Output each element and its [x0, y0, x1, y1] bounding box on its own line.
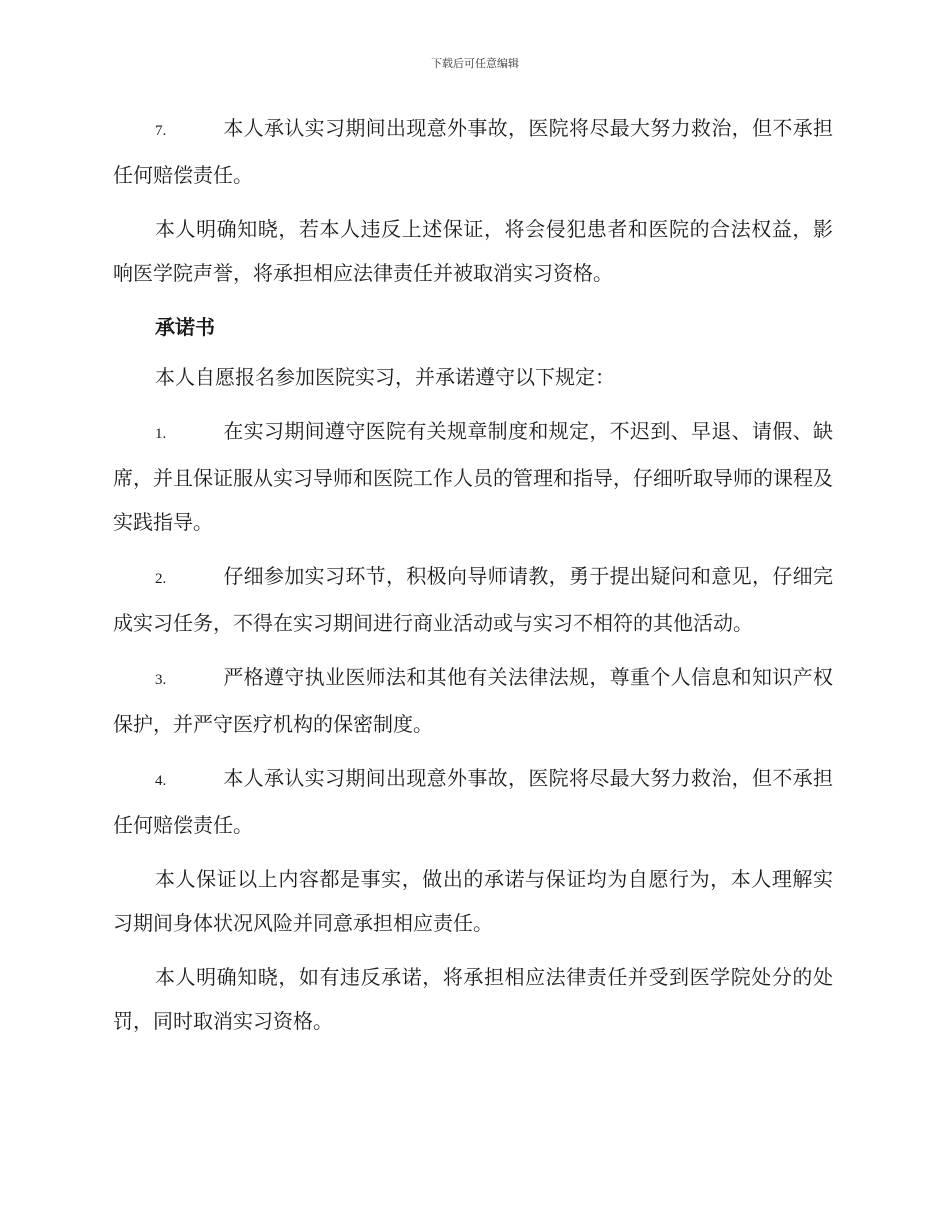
header-note: 下载后可任意编辑	[431, 57, 519, 70]
section-heading: 承诺书	[155, 315, 215, 339]
list-text: 本人承认实习期间出现意外事故，医院将尽最大努力救治，但不承担任何赔偿责任。	[113, 116, 833, 187]
list-number: 7.	[155, 123, 167, 139]
list-text: 本人承认实习期间出现意外事故，医院将尽最大努力救治，但不承担任何赔偿责任。	[113, 766, 833, 837]
paragraph-intro: 本人自愿报名参加医院实习，并承诺遵守以下规定：	[155, 365, 615, 389]
list-item	[113, 409, 833, 544]
list-item	[113, 106, 833, 197]
list-number: 4.	[155, 773, 167, 789]
paragraph-violation-notice: 本人明确知晓，若本人违反上述保证，将会侵犯患者和医院的合法权益，影响医学院声誉，将承担相应法律责任并被取消实习资格。	[113, 217, 833, 285]
paragraph-closing: 本人明确知晓，如有违反承诺，将承担相应法律责任并受到医学院处分的处罚，同时取消实习资格。	[113, 965, 833, 1033]
list-item	[113, 756, 833, 847]
list-item	[113, 554, 833, 645]
list-text: 仔细参加实习环节，积极向导师请教，勇于提出疑问和意见，仔细完成实习任务，不得在实习期间进行商业活动或与实习不相符的其他活动。	[113, 564, 833, 635]
list-number: 3.	[155, 672, 167, 688]
list-item	[113, 655, 833, 746]
list-number: 1.	[155, 426, 167, 442]
list-text: 在实习期间遵守医院有关规章制度和规定，不迟到、早退、请假、缺席，并且保证服从实习导师和医院工作人员的管理和指导，仔细听取导师的课程及实践指导。	[113, 419, 833, 534]
list-number: 2.	[155, 571, 167, 587]
paragraph-guarantee: 本人保证以上内容都是事实，做出的承诺与保证均为自愿行为，本人理解实习期间身体状况风险并同意承担相应责任。	[113, 867, 833, 935]
document-body	[113, 106, 833, 1053]
list-text: 严格遵守执业医师法和其他有关法律法规，尊重个人信息和知识产权保护，并严守医疗机构的保密制度。	[113, 665, 833, 736]
